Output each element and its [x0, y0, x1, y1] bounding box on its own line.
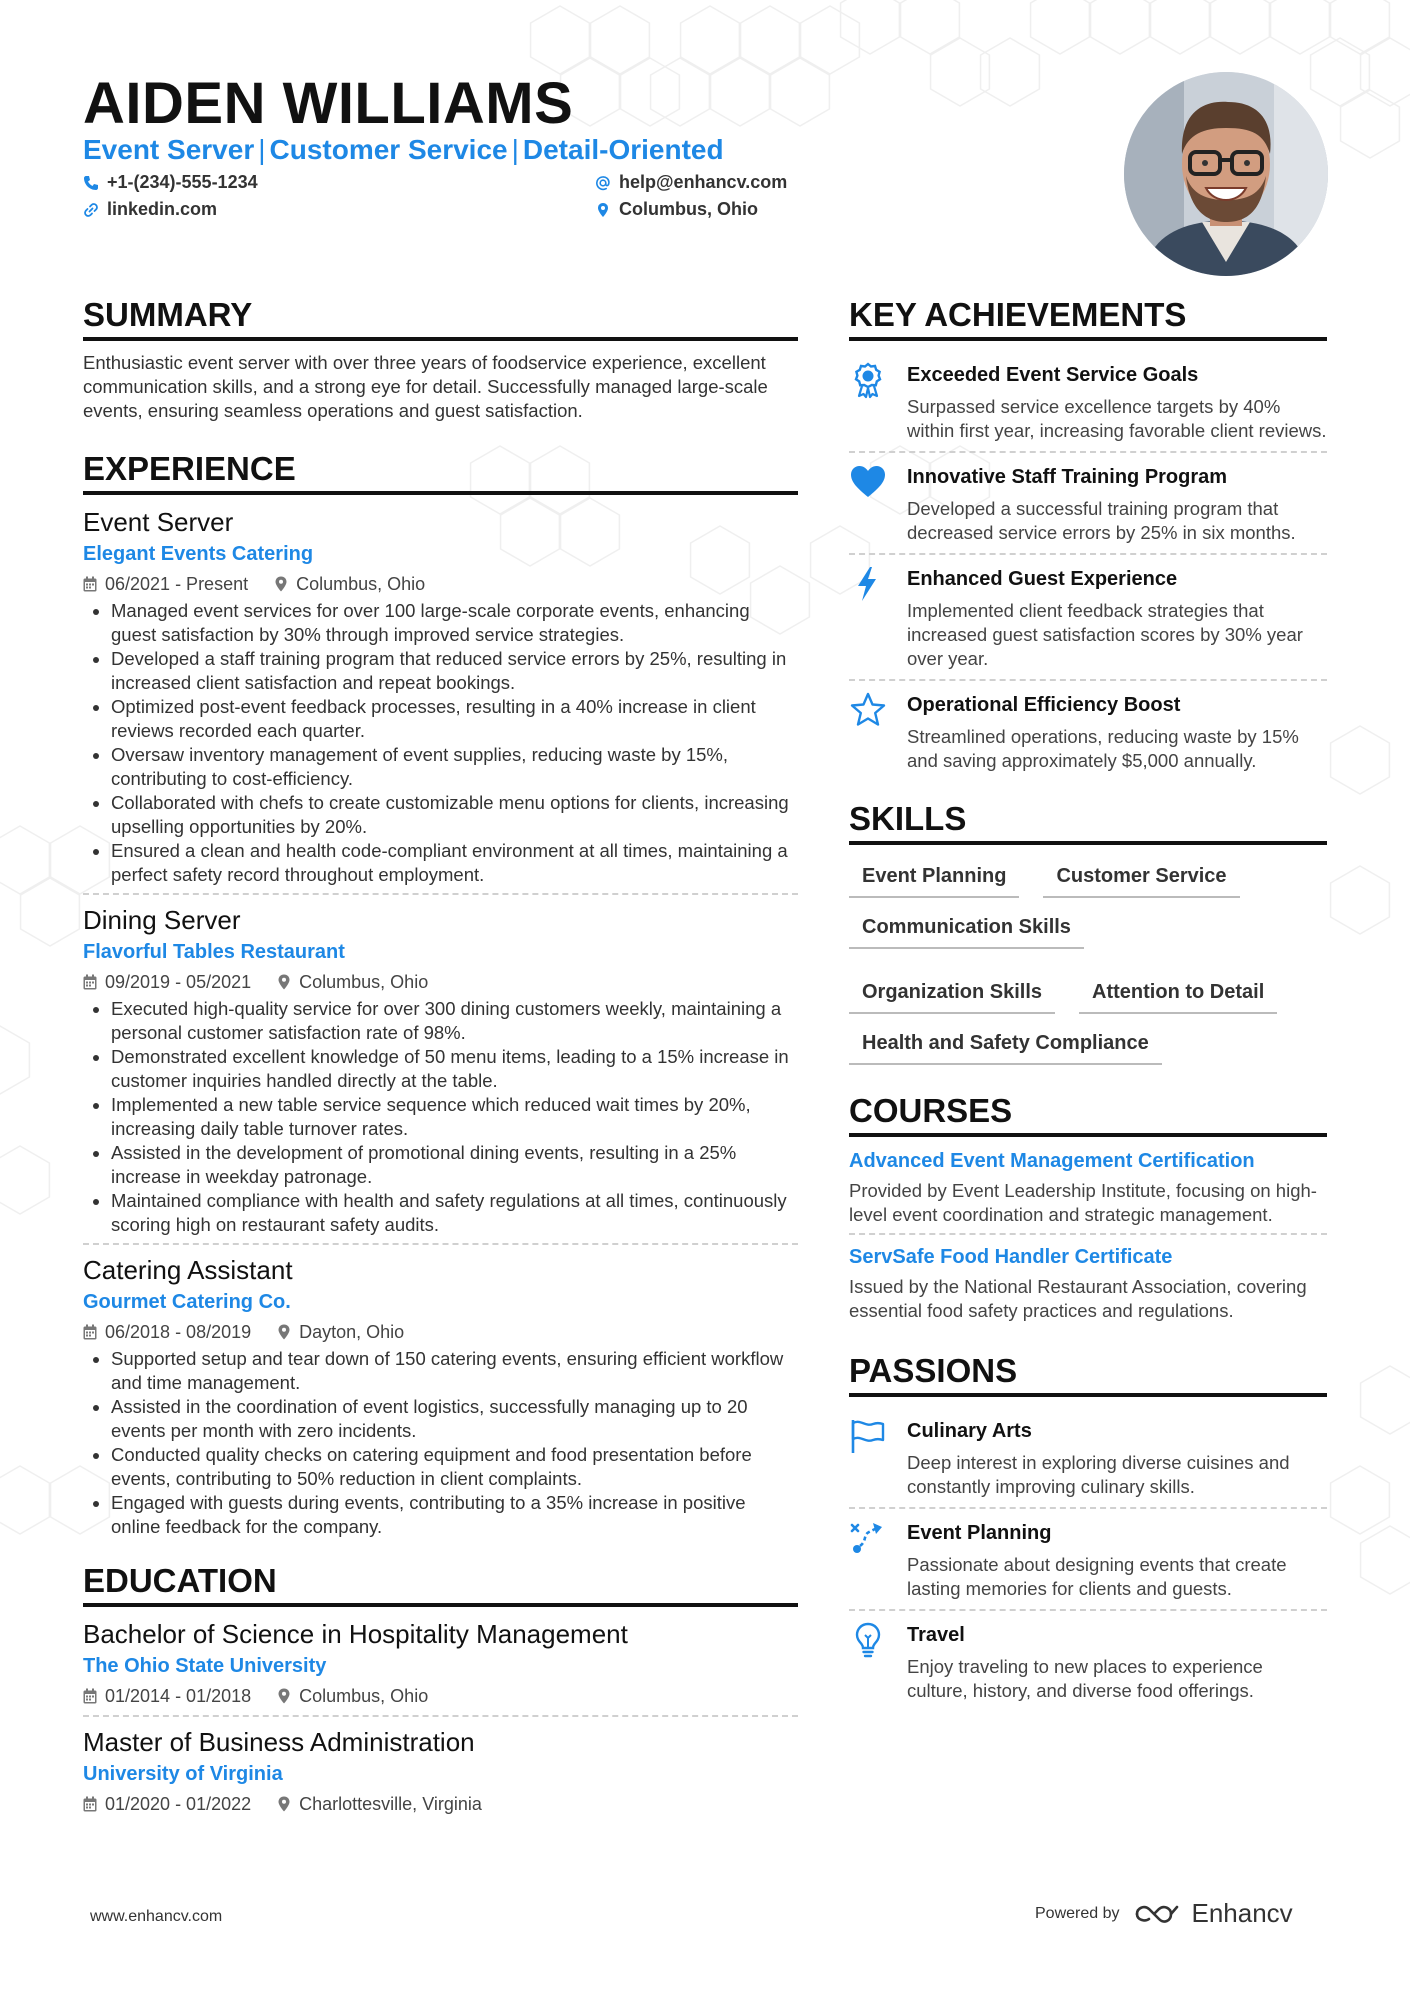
achievement-desc: Implemented client feedback strategies that increased guest satisfaction scores by 30% year over year. — [907, 600, 1303, 669]
job-title: Dining Server — [83, 905, 241, 935]
route-icon — [849, 1519, 887, 1557]
degree-title: Master of Business Administration — [83, 1727, 475, 1757]
course-title: Advanced Event Management Certification — [849, 1150, 1255, 1172]
brand-logo — [1134, 1898, 1293, 1929]
skill-tag: Customer Service — [1043, 861, 1239, 898]
experience-entry — [83, 1243, 798, 1545]
lightning-bolt-icon — [849, 565, 887, 603]
map-pin-icon — [595, 202, 611, 218]
job-bullet: • Engaged with guests during events, contributing to a 35% increase in positive online feedback for the company. — [111, 1491, 798, 1539]
education-location: Columbus, Ohio — [299, 1686, 429, 1706]
degree-title: Bachelor of Science in Hospitality Management — [83, 1619, 628, 1649]
job-bullet: • Oversaw inventory management of event supplies, reducing waste by 15%, contributing to cost-efficiency. — [111, 743, 798, 791]
education-heading: EDUCATION — [83, 1561, 798, 1607]
left-column — [83, 295, 798, 1823]
school-name: University of Virginia — [83, 1763, 283, 1785]
company-name: Gourmet Catering Co. — [83, 1291, 291, 1313]
education-dates: 01/2014 - 01/2018 — [105, 1686, 252, 1706]
skills-heading: SKILLS — [849, 799, 1327, 845]
job-bullet: • Developed a staff training program that reduced service errors by 25%, resulting in increased client satisfaction and repeat bookings. — [111, 647, 798, 695]
star-icon — [849, 691, 887, 729]
headline — [83, 134, 724, 166]
right-column — [849, 295, 1327, 1711]
job-bullet: • Collaborated with chefs to create customizable menu options for clients, increasing upselling opportunities by 20%. — [111, 791, 798, 839]
job-bullet: • Maintained compliance with health and safety regulations at all times, continuously scoring high on restaurant safety audits. — [111, 1189, 798, 1237]
award-ribbon-icon — [849, 361, 887, 399]
summary-text: Enthusiastic event server with over three years of foodservice experience, excellent communication skills, and a strong eye for detail. Successfully managed large-scale events, ensuring seamless operations and guest satisfaction. — [83, 352, 768, 421]
education-entry — [83, 1715, 798, 1823]
achievement-title: Exceeded Event Service Goals — [907, 364, 1199, 386]
education-entry — [83, 1617, 798, 1715]
company-name: Flavorful Tables Restaurant — [83, 941, 345, 963]
map-pin-icon — [277, 1324, 291, 1340]
education-dates: 01/2020 - 01/2022 — [105, 1794, 252, 1814]
calendar-icon — [83, 576, 97, 592]
passion-title: Culinary Arts — [907, 1420, 1032, 1442]
achievement-item — [849, 553, 1327, 679]
job-bullet: • Demonstrated excellent knowledge of 50 menu items, leading to a 15% increase in customer inquiries handled directly at the table. — [111, 1045, 798, 1093]
calendar-icon — [83, 1688, 97, 1704]
flag-icon — [849, 1417, 887, 1455]
job-bullet: • Ensured a clean and health code-compliant environment at all times, maintaining a perfect safety record throughout employment. — [111, 839, 798, 887]
footer-branding[interactable] — [1035, 1898, 1293, 1929]
passion-desc: Enjoy traveling to new places to experience culture, history, and diverse food offerings. — [907, 1656, 1263, 1701]
headline-separator: | — [511, 134, 519, 165]
skill-tag: Organization Skills — [849, 977, 1055, 1014]
skills-list — [849, 861, 1327, 1065]
headline-item: Customer Service — [269, 134, 508, 165]
job-meta — [83, 1319, 798, 1345]
achievement-title: Enhanced Guest Experience — [907, 568, 1178, 590]
experience-entry — [83, 505, 798, 893]
avatar — [1124, 72, 1328, 276]
email-text: help@enhancv.com — [619, 172, 788, 192]
achievement-item — [849, 351, 1327, 451]
map-pin-icon — [277, 1688, 291, 1704]
job-meta — [83, 969, 798, 995]
contact-linkedin[interactable] — [83, 199, 217, 220]
job-title: Catering Assistant — [83, 1255, 293, 1285]
passion-item — [849, 1609, 1327, 1711]
job-title: Event Server — [83, 507, 234, 537]
achievements-heading: KEY ACHIEVEMENTS — [849, 295, 1327, 341]
phone-icon — [83, 175, 99, 191]
course-title: ServSafe Food Handler Certificate — [849, 1246, 1173, 1268]
passion-title: Event Planning — [907, 1522, 1052, 1544]
headline-item: Detail-Oriented — [522, 134, 724, 165]
achievement-title: Operational Efficiency Boost — [907, 694, 1181, 716]
course-item — [849, 1147, 1327, 1227]
passion-desc: Deep interest in exploring diverse cuisines and constantly improving culinary skills. — [907, 1452, 1290, 1497]
job-dates: 06/2021 - Present — [105, 574, 249, 594]
contact-email[interactable] — [595, 172, 787, 193]
job-dates: 06/2018 - 08/2019 — [105, 1322, 252, 1342]
map-pin-icon — [277, 974, 291, 990]
job-bullet: • Executed high-quality service for over 300 dining customers weekly, maintaining a personal customer satisfaction rate of 98%. — [111, 997, 798, 1045]
achievement-desc: Developed a successful training program that decreased service errors by 25% in six months. — [907, 498, 1296, 543]
job-bullet: • Optimized post-event feedback processes, resulting in a 40% increase in client reviews recorded each quarter. — [111, 695, 798, 743]
passion-desc: Passionate about designing events that create lasting memories for clients and guests. — [907, 1554, 1287, 1599]
education-meta — [83, 1791, 798, 1817]
job-bullet: • Implemented a new table service sequence which reduced wait times by 20%, increasing daily table turnover rates. — [111, 1093, 798, 1141]
contact-location — [595, 199, 758, 220]
calendar-icon — [83, 1796, 97, 1812]
linkedin-text: linkedin.com — [107, 199, 218, 219]
achievement-desc: Streamlined operations, reducing waste by 15% and saving approximately $5,000 annually. — [907, 726, 1299, 771]
candidate-name: AIDEN WILLIAMS — [83, 71, 574, 136]
education-location: Charlottesville, Virginia — [299, 1794, 482, 1814]
skill-tag: Attention to Detail — [1079, 977, 1277, 1014]
headline-separator: | — [258, 134, 266, 165]
passion-title: Travel — [907, 1624, 965, 1646]
passion-item — [849, 1407, 1327, 1507]
skill-tag: Communication Skills — [849, 912, 1084, 949]
job-bullet: • Managed event services for over 100 large-scale corporate events, enhancing guest satisfaction by 30% through improved service strategies. — [111, 599, 798, 647]
job-bullet: • Assisted in the coordination of event logistics, successfully managing up to 20 events per month with zero incidents. — [111, 1395, 798, 1443]
job-bullets — [83, 599, 798, 887]
map-pin-icon — [277, 1796, 291, 1812]
link-icon — [83, 202, 99, 218]
experience-heading: EXPERIENCE — [83, 449, 798, 495]
job-bullets — [83, 997, 798, 1237]
achievement-desc: Surpassed service excellence targets by 40% within first year, increasing favorable client reviews. — [907, 396, 1327, 441]
achievement-item — [849, 679, 1327, 781]
footer-website[interactable]: www.enhancv.com — [90, 1908, 223, 1925]
phone-text: +1-(234)-555-1234 — [107, 172, 258, 192]
job-dates: 09/2019 - 05/2021 — [105, 972, 252, 992]
skill-tag: Health and Safety Compliance — [849, 1028, 1162, 1065]
contact-phone[interactable] — [83, 172, 258, 193]
map-pin-icon — [274, 576, 288, 592]
job-location: Dayton, Ohio — [299, 1322, 405, 1342]
enhancv-logo-icon — [1134, 1901, 1184, 1927]
job-bullet: • Supported setup and tear down of 150 catering events, ensuring efficient workflow and time management. — [111, 1347, 798, 1395]
achievement-title: Innovative Staff Training Program — [907, 466, 1228, 488]
at-icon — [595, 175, 611, 191]
brand-name: Enhancv — [1191, 1898, 1293, 1928]
course-desc: Provided by Event Leadership Institute, focusing on high-level event coordination and strategic management. — [849, 1180, 1317, 1225]
heart-icon — [849, 463, 887, 501]
experience-entry — [83, 893, 798, 1243]
job-bullets — [83, 1347, 798, 1539]
powered-by-label: Powered by — [1035, 1904, 1120, 1922]
headline-item: Event Server — [83, 134, 255, 165]
summary-heading: SUMMARY — [83, 295, 798, 341]
calendar-icon — [83, 974, 97, 990]
courses-heading: COURSES — [849, 1091, 1327, 1137]
job-bullet: • Conducted quality checks on catering equipment and food presentation before events, contributing to 50% reduction in client complaints. — [111, 1443, 798, 1491]
course-desc: Issued by the National Restaurant Association, covering essential food safety practices and regulations. — [849, 1276, 1307, 1321]
education-meta — [83, 1683, 798, 1709]
passions-heading: PASSIONS — [849, 1351, 1327, 1397]
course-item — [849, 1233, 1327, 1323]
company-name: Elegant Events Catering — [83, 543, 314, 565]
school-name: The Ohio State University — [83, 1655, 327, 1677]
achievement-item — [849, 451, 1327, 553]
job-location: Columbus, Ohio — [296, 574, 426, 594]
calendar-icon — [83, 1324, 97, 1340]
location-text: Columbus, Ohio — [619, 199, 758, 219]
passion-item — [849, 1507, 1327, 1609]
lightbulb-icon — [849, 1621, 887, 1659]
job-location: Columbus, Ohio — [299, 972, 429, 992]
skill-tag: Event Planning — [849, 861, 1019, 898]
job-meta — [83, 571, 798, 597]
job-bullet: • Assisted in the development of promotional dining events, resulting in a 25% increase in weekday patronage. — [111, 1141, 798, 1189]
